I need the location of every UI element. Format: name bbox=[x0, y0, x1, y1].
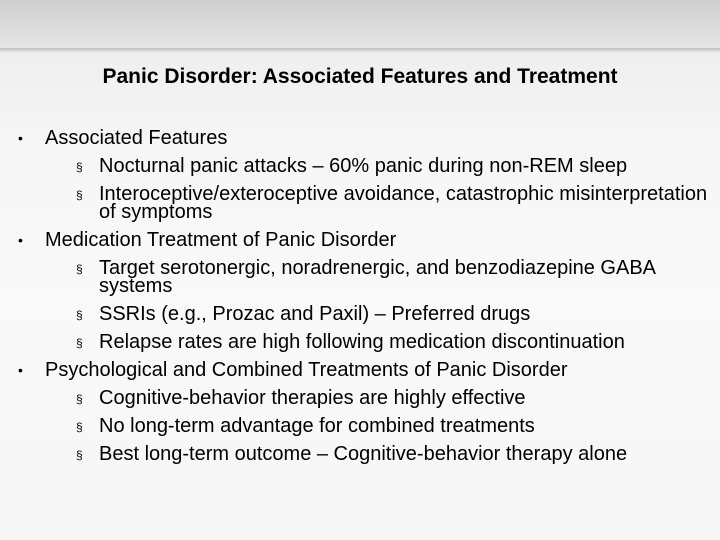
list-item bbox=[45, 180, 718, 226]
sub-bullet-icon: § bbox=[76, 188, 83, 202]
list-item bbox=[45, 412, 718, 440]
list-item bbox=[45, 328, 718, 356]
bullet-icon: • bbox=[18, 362, 23, 378]
list-item bbox=[45, 384, 718, 412]
list-item-text: Interoceptive/exteroceptive avoidance, catastrophic misinterpretation of symptoms bbox=[99, 183, 708, 223]
list-item bbox=[45, 254, 718, 300]
list-item bbox=[45, 300, 718, 328]
header-divider bbox=[0, 48, 720, 52]
bullet-icon: • bbox=[18, 130, 23, 146]
sub-bullet-icon: § bbox=[76, 448, 83, 462]
list-item bbox=[45, 152, 718, 180]
sub-bullet-icon: § bbox=[76, 392, 83, 406]
section-psychological-treatment bbox=[18, 356, 718, 468]
list-item-text: Best long-term outcome – Cognitive-behavior therapy alone bbox=[99, 443, 628, 465]
sub-bullet-icon: § bbox=[76, 336, 83, 350]
header-band bbox=[0, 0, 720, 50]
sub-bullet-icon: § bbox=[76, 420, 83, 434]
list-item-text: No long-term advantage for combined treatments bbox=[99, 415, 535, 437]
sub-bullet-icon: § bbox=[76, 308, 83, 322]
sub-bullet-icon: § bbox=[76, 262, 83, 276]
bullet-list bbox=[18, 124, 718, 468]
list-item-text: Cognitive-behavior therapies are highly effective bbox=[99, 387, 526, 409]
list-item-text: SSRIs (e.g., Prozac and Paxil) – Preferred drugs bbox=[99, 303, 531, 325]
list-item-text: Target serotonergic, noradrenergic, and benzodiazepine GABA systems bbox=[99, 257, 655, 297]
section-associated-features bbox=[18, 124, 718, 226]
section-label: Medication Treatment of Panic Disorder bbox=[45, 229, 397, 251]
section-label: Psychological and Combined Treatments of Panic Disorder bbox=[45, 359, 568, 381]
section-label: Associated Features bbox=[45, 127, 228, 149]
sub-list bbox=[45, 254, 718, 356]
sub-list bbox=[45, 384, 718, 468]
list-item-text: Nocturnal panic attacks – 60% panic during non-REM sleep bbox=[99, 155, 628, 177]
sub-list bbox=[45, 152, 718, 226]
list-item bbox=[45, 440, 718, 468]
sub-bullet-icon: § bbox=[76, 160, 83, 174]
list-item-text: Relapse rates are high following medication discontinuation bbox=[99, 331, 625, 353]
section-medication-treatment bbox=[18, 226, 718, 356]
slide-title: Panic Disorder: Associated Features and Treatment bbox=[102, 65, 618, 88]
bullet-icon: • bbox=[18, 232, 23, 248]
